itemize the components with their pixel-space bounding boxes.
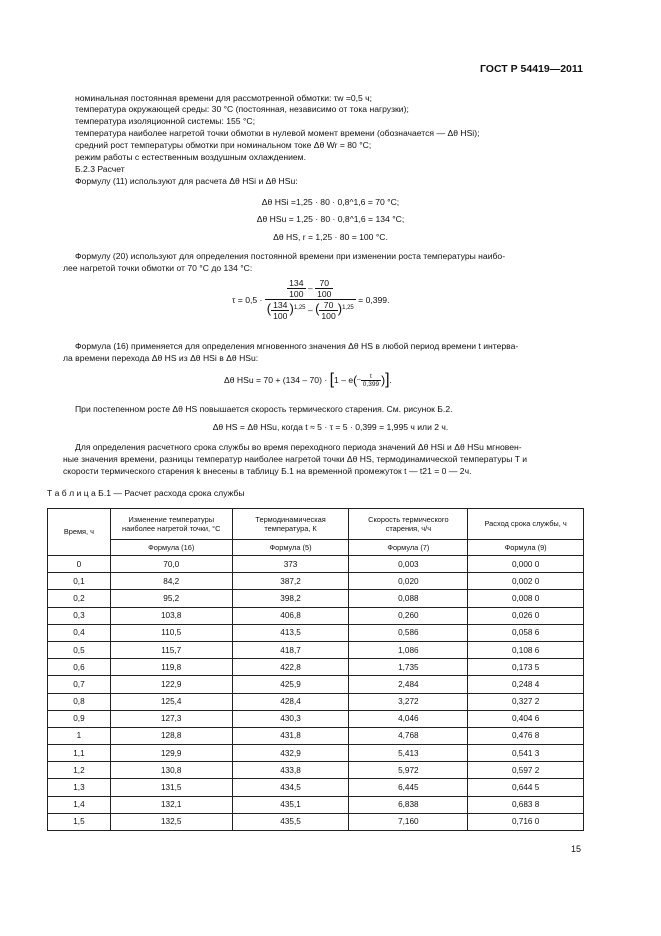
table-cell: 1,735 xyxy=(349,659,468,676)
table-cell: 406,8 xyxy=(232,607,349,624)
table-cell: 7,160 xyxy=(349,813,468,830)
table-cell: 398,2 xyxy=(232,590,349,607)
table-cell: 70,0 xyxy=(110,556,232,573)
tau-den-b: 100 xyxy=(273,311,288,321)
table-cell: 115,7 xyxy=(110,641,232,658)
table-cell: 110,5 xyxy=(110,624,232,641)
table-row xyxy=(48,727,584,744)
table-body xyxy=(48,556,584,831)
growth-text: При постепенном росте Δθ HS повышается скорость термического старения. См. рисунок Б.2. xyxy=(75,404,453,414)
table-cell: 1,4 xyxy=(48,796,111,813)
tau-prefix: τ = 0,5 · xyxy=(232,294,263,305)
table-cell: 0,003 xyxy=(349,556,468,573)
table-cell: 430,3 xyxy=(232,710,349,727)
section-heading: Б.2.3 Расчет xyxy=(75,164,125,174)
table-row xyxy=(48,676,584,693)
table-row xyxy=(48,556,584,573)
intro-line: номинальная постоянная времени для рассмотренной обмотки: τw =0,5 ч; xyxy=(75,93,373,103)
table-cell: 0,3 xyxy=(48,607,111,624)
table-cell: 2,484 xyxy=(349,676,468,693)
formula-label: Формула (5) xyxy=(232,540,349,556)
table-cell: 0,683 8 xyxy=(468,796,584,813)
tau-equation xyxy=(232,278,389,321)
table-row xyxy=(48,796,584,813)
formula-16-text: ла времени перехода Δθ HS из Δθ HSi в Δθ HSu: xyxy=(63,353,259,363)
table-cell: 422,8 xyxy=(232,659,349,676)
table-cell: 125,4 xyxy=(110,693,232,710)
table-cell: 0,020 xyxy=(349,573,468,590)
tau-den-d: 100 xyxy=(321,311,336,321)
table-cell: 122,9 xyxy=(110,676,232,693)
table-cell: 130,8 xyxy=(110,762,232,779)
equation-hsu: Δθ HSu = 1,25 · 80 · 0,8^1,6 = 134 °С; xyxy=(256,214,405,224)
equation-hs-r: Δθ HS, r = 1,25 · 80 = 100 °С. xyxy=(273,232,388,242)
formula-label: Формула (7) xyxy=(349,540,468,556)
table-cell: 84,2 xyxy=(110,573,232,590)
table-row xyxy=(48,710,584,727)
equation-approx: Δθ HS = Δθ HSu, когда t ≈ 5 · τ = 5 · 0,399 = 1,995 ч или 2 ч. xyxy=(212,422,449,432)
table-cell: 3,272 xyxy=(349,693,468,710)
table-row xyxy=(48,607,584,624)
formula-11-text: Формулу (11) используют для расчета Δθ HSi и Δθ HSu: xyxy=(75,176,298,186)
table-cell: 1,2 xyxy=(48,762,111,779)
table-cell: 435,1 xyxy=(232,796,349,813)
intro-line: температура изоляционной системы: 155 °С; xyxy=(75,116,256,126)
table-cell: 435,5 xyxy=(232,813,349,830)
table-cell: 0,173 5 xyxy=(468,659,584,676)
table-cell: 131,5 xyxy=(110,779,232,796)
formula-label: Формула (16) xyxy=(110,540,232,556)
table-cell: 0,002 0 xyxy=(468,573,584,590)
table-cell: 1,1 xyxy=(48,745,111,762)
table-row xyxy=(48,693,584,710)
paragraph-line: Для определения расчетного срока службы во время переходного периода значений Δθ HSi и Δθ HSu мгновен- xyxy=(75,442,522,452)
equation-hsi: Δθ HSi =1,25 · 80 · 0,8^1,6 = 70 °С; xyxy=(261,197,400,207)
inst-den: 0,399 xyxy=(362,380,380,388)
table-cell: 434,5 xyxy=(232,779,349,796)
header-life-consumption: Расход срока службы, ч xyxy=(468,509,584,540)
table-row xyxy=(48,779,584,796)
table-cell: 0,6 xyxy=(48,659,111,676)
table-cell: 129,9 xyxy=(110,745,232,762)
table-cell: 413,5 xyxy=(232,624,349,641)
tau-exp: 1,25 xyxy=(293,304,306,311)
paragraph-line: скорости термического старения k внесены в таблицу Б.1 на временной промежуток t — t21 = 0 — 2ч. xyxy=(63,466,472,476)
table-cell: 0,716 0 xyxy=(468,813,584,830)
document-id: ГОСТ Р 54419—2011 xyxy=(479,63,583,75)
tau-fraction: $\frac{134}{100}$ – $\frac{70}{100}$ ( $\frac{134}{100}$ )$^{1,25}$ – ( $\frac{70}{100}$ )$^{1,25}$ xyxy=(266,278,354,321)
intro-line: режим работы с естественным воздушным охлаждением. xyxy=(75,152,306,162)
tau-num-c: 70 xyxy=(315,278,333,289)
table-cell: 0,4 xyxy=(48,624,111,641)
table-cell: 0,260 xyxy=(349,607,468,624)
header-thermo-temp: Термодинамическая температура, К xyxy=(232,509,349,540)
paragraph-line: ные значения времени, разницы температур наиболее нагретой точки Δθ HS, термодинамической температуры T и xyxy=(63,454,528,464)
table-cell: 4,046 xyxy=(349,710,468,727)
header-aging-rate: Скорость термического старения, ч/ч xyxy=(349,509,468,540)
table-row xyxy=(48,659,584,676)
tau-num-a: 134 xyxy=(289,278,304,288)
instantaneous-equation: Δθ HSu = 70 + (134 – 70) · [1 – e(– $\frac{t}{0,399}$ )]. xyxy=(224,371,392,388)
table-row xyxy=(48,641,584,658)
table-cell: 132,1 xyxy=(110,796,232,813)
table-cell: 373 xyxy=(232,556,349,573)
formula-16-text: Формула (16) применяется для определения мгновенного значения Δθ HS в любой период времени t интерва- xyxy=(75,341,519,351)
table-cell: 0,026 0 xyxy=(468,607,584,624)
inst-left: Δθ HSu = 70 + (134 – 70) · xyxy=(224,375,328,385)
table-cell: 387,2 xyxy=(232,573,349,590)
table-cell: 0,248 4 xyxy=(468,676,584,693)
table-cell: 0,108 6 xyxy=(468,641,584,658)
table-cell: 6,838 xyxy=(349,796,468,813)
table-cell: 1,3 xyxy=(48,779,111,796)
table-cell: 0,2 xyxy=(48,590,111,607)
table-row xyxy=(48,590,584,607)
table-cell: 1,5 xyxy=(48,813,111,830)
table-cell: 418,7 xyxy=(232,641,349,658)
table-cell: 95,2 xyxy=(110,590,232,607)
table-cell: 0,597 2 xyxy=(468,762,584,779)
table-cell: 1 xyxy=(48,727,111,744)
table-row xyxy=(48,624,584,641)
tau-den-a: 134 xyxy=(273,300,288,310)
intro-line: средний рост температуры обмотки при номинальном токе Δθ Wr = 80 °С; xyxy=(75,140,372,150)
table-cell: 5,972 xyxy=(349,762,468,779)
table-row xyxy=(48,745,584,762)
table-cell: 103,8 xyxy=(110,607,232,624)
table-cell: 1,086 xyxy=(349,641,468,658)
table-cell: 432,9 xyxy=(232,745,349,762)
formula-label: Формула (9) xyxy=(468,540,584,556)
table-cell: 5,413 xyxy=(349,745,468,762)
table-cell: 0,008 0 xyxy=(468,590,584,607)
table-cell: 4,768 xyxy=(349,727,468,744)
table-cell: 0,5 xyxy=(48,641,111,658)
page-number: 15 xyxy=(570,844,581,854)
tau-num-b: 100 xyxy=(289,289,304,299)
table-cell: 0,058 6 xyxy=(468,624,584,641)
table-cell: 6,445 xyxy=(349,779,468,796)
header-time: Время, ч xyxy=(48,509,111,556)
table-cell: 0,404 6 xyxy=(468,710,584,727)
intro-line: температура наиболее нагретой точки обмотки в нулевой момент времени (обозначается — Δθ HSi); xyxy=(75,128,480,138)
table-row xyxy=(48,762,584,779)
table-cell: 433,8 xyxy=(232,762,349,779)
formula-20-text: Формулу (20) используют для определения постоянной времени при изменении роста температуры наибо- xyxy=(75,251,506,261)
intro-line: температура окружающей среды: 30 °С (постоянная, независимо от тока нагрузки); xyxy=(75,104,409,114)
table-cell: 0,8 xyxy=(48,693,111,710)
formula-20-text: лее нагретой точки обмотки от 70 °С до 134 °С: xyxy=(63,263,253,273)
table-cell: 0,541 3 xyxy=(468,745,584,762)
header-hotspot-temp: Изменение температуры наиболее нагретой точки, °С xyxy=(110,509,232,540)
table-cell: 0,088 xyxy=(349,590,468,607)
table-row xyxy=(48,813,584,830)
table-caption: Т а б л и ц а Б.1 — Расчет расхода срока службы xyxy=(47,488,245,498)
table-cell: 0,000 0 xyxy=(468,556,584,573)
tau-num-d: 100 xyxy=(317,289,332,299)
table-cell: 119,8 xyxy=(110,659,232,676)
table-cell: 0,476 8 xyxy=(468,727,584,744)
table-cell: 428,4 xyxy=(232,693,349,710)
table-cell: 127,3 xyxy=(110,710,232,727)
table-cell: 0,644 5 xyxy=(468,779,584,796)
table-cell: 0,327 2 xyxy=(468,693,584,710)
table-cell: 431,8 xyxy=(232,727,349,744)
table-cell: 0,586 xyxy=(349,624,468,641)
table-cell: 132,5 xyxy=(110,813,232,830)
tau-exp-2: 1,25 xyxy=(342,304,354,311)
inst-t: t xyxy=(361,373,381,381)
table-cell: 0,1 xyxy=(48,573,111,590)
tau-den-c: 70 xyxy=(319,300,337,311)
table-row xyxy=(48,573,584,590)
tau-result: = 0,399. xyxy=(358,294,390,305)
table-cell: 0,9 xyxy=(48,710,111,727)
table-cell: 128,8 xyxy=(110,727,232,744)
table-cell: 0 xyxy=(48,556,111,573)
life-consumption-table xyxy=(47,508,584,831)
table-cell: 0,7 xyxy=(48,676,111,693)
table-cell: 425,9 xyxy=(232,676,349,693)
